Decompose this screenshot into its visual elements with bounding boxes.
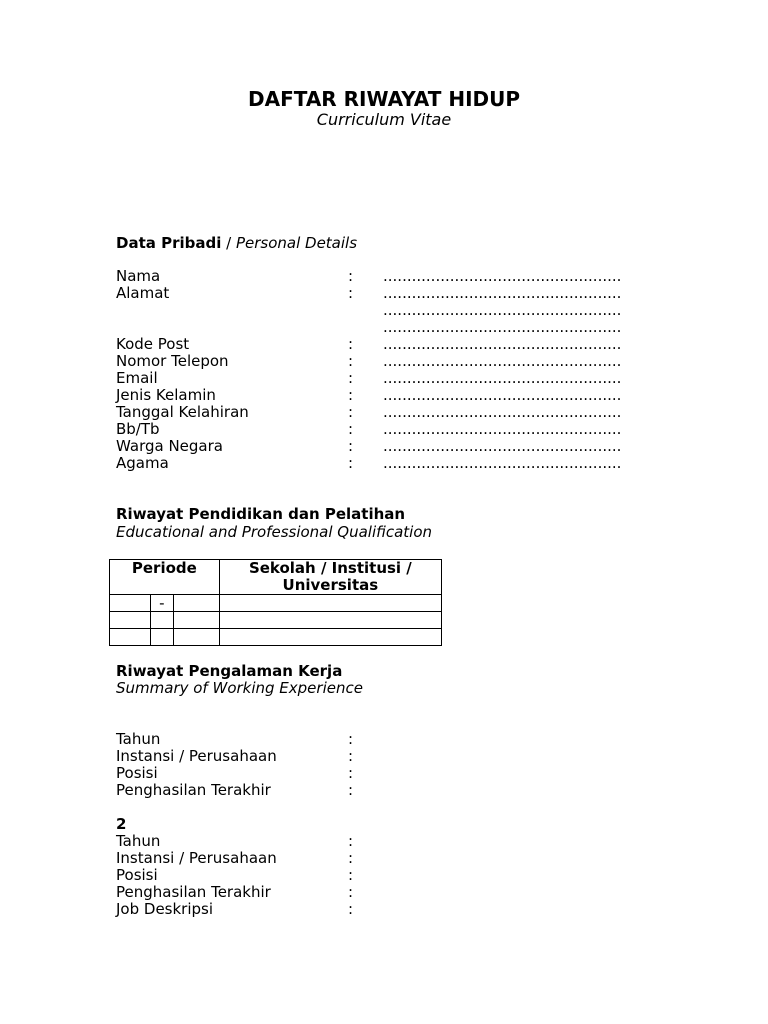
- field-dots-tanggal-kelahiran: ..................................................: [383, 403, 622, 421]
- table-cell: [219, 595, 441, 612]
- field-colon: :: [348, 437, 354, 455]
- exp-label-job-deskripsi: Job Deskripsi: [116, 900, 214, 918]
- field-colon: :: [348, 454, 354, 472]
- table-cell: [150, 612, 173, 629]
- field-label-tanggal-kelahiran: Tanggal Kelahiran: [116, 403, 249, 421]
- experience-heading: Riwayat Pengalaman Kerja: [116, 662, 343, 680]
- table-cell: [110, 629, 151, 646]
- personal-heading-bold: Data Pribadi: [116, 234, 222, 252]
- field-label-jenis-kelamin: Jenis Kelamin: [116, 386, 216, 404]
- field-colon: :: [348, 900, 354, 918]
- column-header-periode: Periode: [110, 560, 220, 595]
- field-label-bb-tb: Bb/Tb: [116, 420, 160, 438]
- field-colon: :: [348, 764, 354, 782]
- field-dots-kode-post: ..................................................: [383, 335, 622, 353]
- table-row: [110, 595, 442, 612]
- table-row: [110, 612, 442, 629]
- table-cell-dash: -: [150, 595, 173, 612]
- field-colon: :: [348, 883, 354, 901]
- exp-label-tahun: Tahun: [116, 730, 161, 748]
- exp-label-penghasilan: Penghasilan Terakhir: [116, 781, 271, 799]
- field-dots-agama: ..................................................: [383, 454, 622, 472]
- exp-label-instansi: Instansi / Perusahaan: [116, 849, 277, 867]
- field-colon: :: [348, 386, 354, 404]
- field-colon: :: [348, 369, 354, 387]
- field-colon: :: [348, 420, 354, 438]
- table-cell: [219, 629, 441, 646]
- field-label-alamat: Alamat: [116, 284, 170, 302]
- field-colon: :: [348, 730, 354, 748]
- field-dots-alamat-2: ..................................................: [383, 301, 622, 319]
- field-colon: :: [348, 849, 354, 867]
- personal-heading-separator: /: [221, 234, 236, 252]
- field-colon: :: [348, 352, 354, 370]
- table-cell: [150, 629, 173, 646]
- personal-details-heading: [116, 235, 357, 252]
- table-cell: [110, 595, 151, 612]
- field-colon: :: [348, 284, 354, 302]
- document-title: DAFTAR RIWAYAT HIDUP: [247, 87, 521, 111]
- field-label-kode-post: Kode Post: [116, 335, 190, 353]
- field-dots-email: ..................................................: [383, 369, 622, 387]
- field-dots-warga-negara: ..................................................: [383, 437, 622, 455]
- education-table: [109, 559, 442, 646]
- field-label-email: Email: [116, 369, 158, 387]
- field-colon: :: [348, 747, 354, 765]
- exp-label-posisi: Posisi: [116, 764, 158, 782]
- exp-label-posisi: Posisi: [116, 866, 158, 884]
- education-subheading: Educational and Professional Qualification: [116, 523, 433, 541]
- table-row: [110, 629, 442, 646]
- field-colon: :: [348, 781, 354, 799]
- exp-label-penghasilan: Penghasilan Terakhir: [116, 883, 271, 901]
- field-label-nomor-telepon: Nomor Telepon: [116, 352, 229, 370]
- table-cell: [219, 612, 441, 629]
- field-dots-jenis-kelamin: ..................................................: [383, 386, 622, 404]
- education-heading: Riwayat Pendidikan dan Pelatihan: [116, 505, 406, 523]
- table-cell: [173, 629, 219, 646]
- table-cell: [173, 612, 219, 629]
- table-cell: [173, 595, 219, 612]
- exp-label-instansi: Instansi / Perusahaan: [116, 747, 277, 765]
- field-dots-alamat-3: ..................................................: [383, 318, 622, 336]
- field-colon: :: [348, 832, 354, 850]
- column-header-school: Sekolah / Institusi / Universitas: [219, 560, 441, 595]
- experience-entry-number: 2: [116, 815, 127, 833]
- document-subtitle: Curriculum Vitae: [316, 110, 452, 129]
- field-colon: :: [348, 335, 354, 353]
- field-dots-alamat-1: ..................................................: [383, 284, 622, 302]
- field-label-warga-negara: Warga Negara: [116, 437, 223, 455]
- education-table-header: [110, 560, 442, 595]
- field-dots-nomor-telepon: ..................................................: [383, 352, 622, 370]
- field-colon: :: [348, 267, 354, 285]
- field-dots-nama: ..................................................: [383, 267, 622, 285]
- personal-heading-italic: Personal Details: [235, 234, 358, 252]
- field-label-nama: Nama: [116, 267, 161, 285]
- exp-label-tahun: Tahun: [116, 832, 161, 850]
- field-label-agama: Agama: [116, 454, 169, 472]
- field-colon: :: [348, 866, 354, 884]
- table-cell: [110, 612, 151, 629]
- experience-subheading: Summary of Working Experience: [116, 679, 363, 697]
- field-dots-bb-tb: ..................................................: [383, 420, 622, 438]
- field-colon: :: [348, 403, 354, 421]
